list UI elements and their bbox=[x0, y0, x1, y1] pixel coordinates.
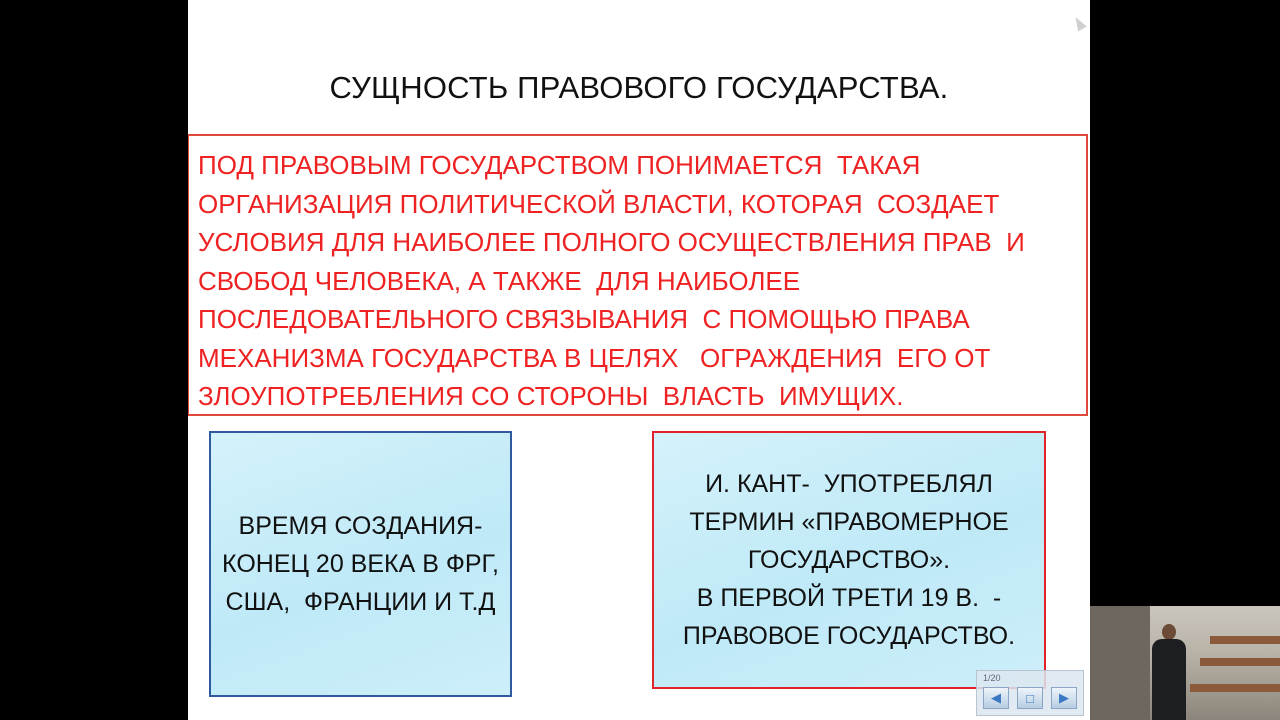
box-line: В ПЕРВОЙ ТРЕТИ 19 В. - bbox=[696, 584, 1002, 612]
webcam-desk bbox=[1200, 658, 1280, 666]
webcam-wall bbox=[1090, 606, 1150, 720]
creation-time-text bbox=[222, 507, 499, 621]
definition-line: МЕХАНИЗМА ГОСУДАРСТВА В ЦЕЛЯХ ОГРАЖДЕНИЯ ЕГО ОТ bbox=[198, 342, 991, 373]
next-slide-button[interactable] bbox=[1051, 687, 1077, 709]
webcam-person-body bbox=[1152, 639, 1186, 720]
slide-navigation-toolbar bbox=[976, 670, 1084, 716]
kant-term-text bbox=[683, 465, 1015, 655]
definition-line: ЗЛОУПОТРЕБЛЕНИЯ СО СТОРОНЫ ВЛАСТЬ ИМУЩИХ. bbox=[198, 381, 904, 411]
webcam-person-head bbox=[1162, 624, 1176, 640]
definition-box bbox=[188, 134, 1088, 416]
definition-text bbox=[198, 146, 1078, 416]
prev-slide-button[interactable] bbox=[983, 687, 1009, 709]
slide-title: СУЩНОСТЬ ПРАВОВОГО ГОСУДАРСТВА. bbox=[329, 70, 949, 105]
box-line: ВРЕМЯ СОЗДАНИЯ- bbox=[238, 512, 483, 540]
definition-line: СВОБОД ЧЕЛОВЕКА, А ТАКЖЕ ДЛЯ НАИБОЛЕЕ bbox=[198, 265, 801, 296]
slide-menu-icon: □ bbox=[1026, 690, 1034, 706]
webcam-desk bbox=[1190, 684, 1280, 692]
kant-term-box bbox=[652, 431, 1046, 689]
box-line: И. КАНТ- УПОТРЕБЛЯЛ bbox=[705, 470, 993, 498]
box-line: ТЕРМИН «ПРАВОМЕРНОЕ bbox=[689, 508, 1009, 536]
definition-line: ПОСЛЕДОВАТЕЛЬНОГО СВЯЗЫВАНИЯ С ПОМОЩЬЮ ПРАВА bbox=[198, 304, 970, 334]
arrow-right-icon: ▶ bbox=[1059, 690, 1069, 705]
slide-counter: 1/20 bbox=[983, 673, 1001, 683]
presentation-slide bbox=[188, 0, 1090, 720]
box-line: ПРАВОВОЕ ГОСУДАРСТВО. bbox=[682, 622, 1016, 650]
webcam-desk bbox=[1210, 636, 1280, 644]
box-line: КОНЕЦ 20 ВЕКА В ФРГ, bbox=[222, 550, 499, 578]
webcam-overlay bbox=[1090, 606, 1280, 720]
definition-line: УСЛОВИЯ ДЛЯ НАИБОЛЕЕ ПОЛНОГО ОСУЩЕСТВЛЕНИЯ ПРАВ И bbox=[198, 227, 1025, 257]
slide-menu-button[interactable] bbox=[1017, 687, 1043, 709]
definition-line: ОРГАНИЗАЦИЯ ПОЛИТИЧЕСКОЙ ВЛАСТИ, КОТОРАЯ СОЗДАЕТ bbox=[198, 188, 1000, 219]
box-line: США, ФРАНЦИИ И Т.Д bbox=[225, 588, 496, 616]
creation-time-box bbox=[209, 431, 512, 697]
definition-line: ПОД ПРАВОВЫМ ГОСУДАРСТВОМ ПОНИМАЕТСЯ ТАКАЯ bbox=[198, 150, 921, 180]
arrow-left-icon: ◀ bbox=[991, 690, 1001, 705]
box-line: ГОСУДАРСТВО». bbox=[747, 546, 951, 574]
